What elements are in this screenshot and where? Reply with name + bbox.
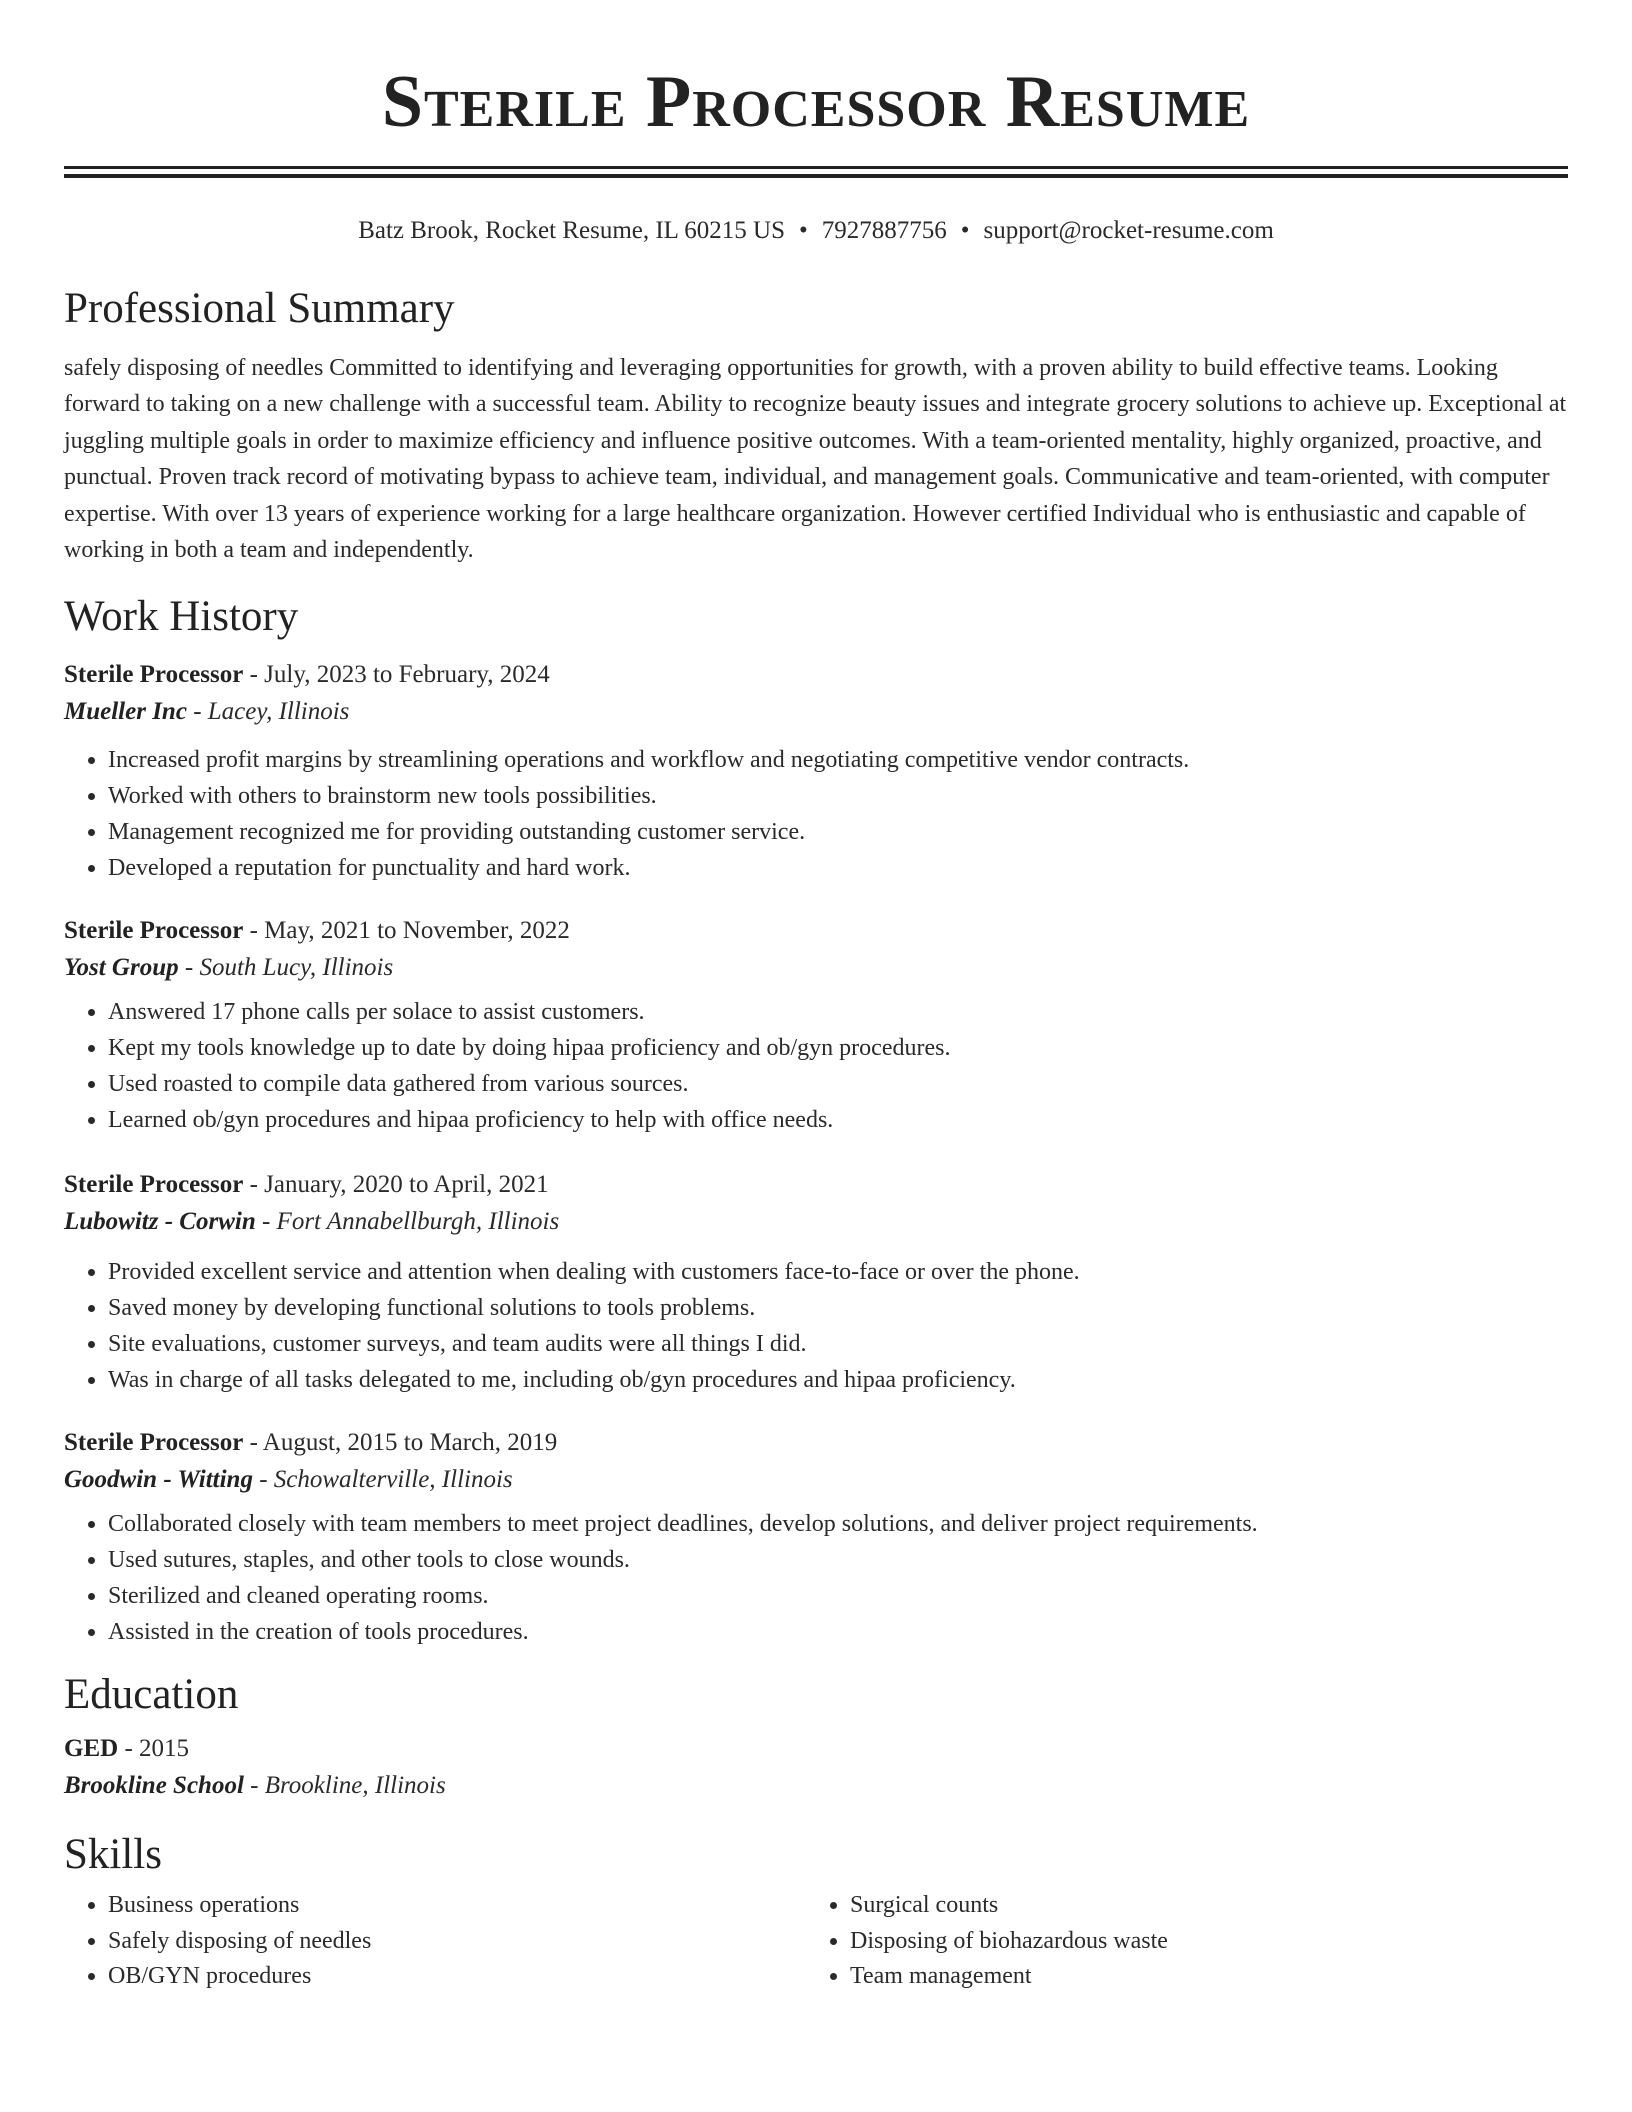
job-dates: - January, 2020 to April, 2021: [243, 1171, 549, 1199]
job-bullet: • Kept my tools knowledge up to date by doing hipaa proficiency and ob/gyn procedures.: [108, 1030, 1568, 1066]
job-bullets: [64, 742, 1568, 886]
job-bullet: • Developed a reputation for punctuality and hard work.: [108, 850, 1568, 886]
job-company-line: [64, 948, 1568, 988]
skills-heading: Skills: [64, 1831, 162, 1879]
contact-separator: •: [798, 217, 808, 244]
summary-heading: Professional Summary: [64, 285, 455, 332]
job-location: - Fort Annabellburgh, Illinois: [255, 1208, 560, 1236]
job-entry: [64, 1426, 1568, 1650]
job-title-line: [64, 1168, 1568, 1202]
job-title: Sterile Processor: [64, 1171, 244, 1199]
job-bullet: • Management recognized me for providing outstanding customer service.: [108, 814, 1568, 850]
job-bullet: • Worked with others to brainstorm new tools possibilities.: [108, 778, 1568, 814]
job-dates: - July, 2023 to February, 2024: [243, 661, 550, 689]
education-year: - 2015: [118, 1735, 190, 1763]
education-school: Brookline School: [64, 1772, 244, 1800]
contact-separator: •: [960, 217, 970, 244]
job-bullet: • Collaborated closely with team members to meet project deadlines, develop solutions, and deliver project requirements.: [108, 1506, 1568, 1542]
resume-title: Sterile Processor Resume: [381, 61, 1251, 143]
skill-item: • Safely disposing of needles: [108, 1924, 806, 1960]
job-company: Lubowitz - Corwin: [64, 1208, 256, 1236]
title-divider: [64, 166, 1568, 178]
job-title-line: [64, 658, 1568, 692]
job-title: Sterile Processor: [64, 661, 244, 689]
job-bullet: • Provided excellent service and attention when dealing with customers face-to-face or over the phone.: [108, 1254, 1568, 1290]
skills-list: [64, 1888, 1568, 1995]
skill-item: • Surgical counts: [850, 1888, 1548, 1924]
skill-item: • Disposing of biohazardous waste: [850, 1924, 1548, 1960]
skill-item: • OB/GYN procedures: [108, 1959, 806, 1995]
education-entry: [64, 1732, 1568, 1806]
job-title: Sterile Processor: [64, 917, 244, 945]
job-entry: [64, 914, 1568, 1138]
summary-text: safely disposing of needles Committed to identifying and leveraging opportunities for growth, with a proven ability to build effective teams. Looking forward to taking on a new challenge with a successful team. Ability to recognize beauty issues and integrate grocery solutions to achieve up. Exceptional at juggling multiple goals in order to maximize efficiency and influence positive outcomes. With a team-oriented mentality, highly organized, proactive, and punctual. Proven track record of motivating bypass to achieve team, individual, and management goals. Communicative and team-oriented, with computer expertise. With over 13 years of experience working for a large healthcare organization. However certified Individual who is enthusiastic and capable of working in both a team and independently.: [64, 355, 1567, 564]
job-entry: [64, 1168, 1568, 1398]
skill-item: • Business operations: [108, 1888, 806, 1924]
job-bullet: • Site evaluations, customer surveys, and team audits were all things I did.: [108, 1326, 1568, 1362]
contact-address: Batz Brook, Rocket Resume, IL 60215 US: [358, 217, 785, 244]
job-dates: - May, 2021 to November, 2022: [243, 917, 570, 945]
skill-item: • Team management: [850, 1959, 1548, 1995]
job-bullets: [64, 994, 1568, 1138]
skills-bullets: [64, 1888, 806, 1995]
contact-phone: 7927887756: [821, 217, 947, 244]
job-bullet: • Sterilized and cleaned operating rooms.: [108, 1578, 1568, 1614]
job-bullet: • Assisted in the creation of tools procedures.: [108, 1614, 1568, 1650]
contact-line: [64, 216, 1568, 246]
job-title-line: [64, 1426, 1568, 1460]
job-title: Sterile Processor: [64, 1429, 244, 1457]
job-company-line: [64, 1202, 1568, 1242]
job-company-line: [64, 1460, 1568, 1500]
job-location: - South Lucy, Illinois: [178, 954, 394, 982]
job-entry: [64, 658, 1568, 886]
job-title-line: [64, 914, 1568, 948]
skills-column-left: [64, 1888, 806, 1995]
job-bullet: • Saved money by developing functional solutions to tools problems.: [108, 1290, 1568, 1326]
job-company-line: [64, 692, 1568, 732]
education-location: - Brookline, Illinois: [243, 1772, 446, 1800]
job-bullets: [64, 1506, 1568, 1650]
job-bullet: • Increased profit margins by streamlining operations and workflow and negotiating competitive vendor contracts.: [108, 742, 1568, 778]
skills-bullets: [806, 1888, 1548, 1995]
job-dates: - August, 2015 to March, 2019: [243, 1429, 558, 1457]
resume-page: [64, 0, 1568, 1995]
job-location: - Schowalterville, Illinois: [252, 1466, 513, 1494]
education-heading: Education: [64, 1671, 239, 1719]
job-bullet: • Used sutures, staples, and other tools to close wounds.: [108, 1542, 1568, 1578]
job-bullet: • Answered 17 phone calls per solace to assist customers.: [108, 994, 1568, 1030]
skills-column-right: [806, 1888, 1548, 1995]
work-history-heading: Work History: [64, 593, 299, 641]
job-company: Yost Group: [64, 954, 179, 982]
education-degree-line: [64, 1732, 1568, 1766]
job-bullet: • Learned ob/gyn procedures and hipaa proficiency to help with office needs.: [108, 1102, 1568, 1138]
job-location: - Lacey, Illinois: [186, 698, 350, 726]
job-bullet: • Used roasted to compile data gathered from various sources.: [108, 1066, 1568, 1102]
education-school-line: [64, 1766, 1568, 1806]
job-company: Mueller Inc: [64, 698, 187, 726]
job-company: Goodwin - Witting: [64, 1466, 253, 1494]
job-bullet: • Was in charge of all tasks delegated to me, including ob/gyn procedures and hipaa proficiency.: [108, 1362, 1568, 1398]
contact-email: support@rocket-resume.com: [983, 217, 1274, 244]
education-degree: GED: [64, 1735, 119, 1763]
job-bullets: [64, 1254, 1568, 1398]
